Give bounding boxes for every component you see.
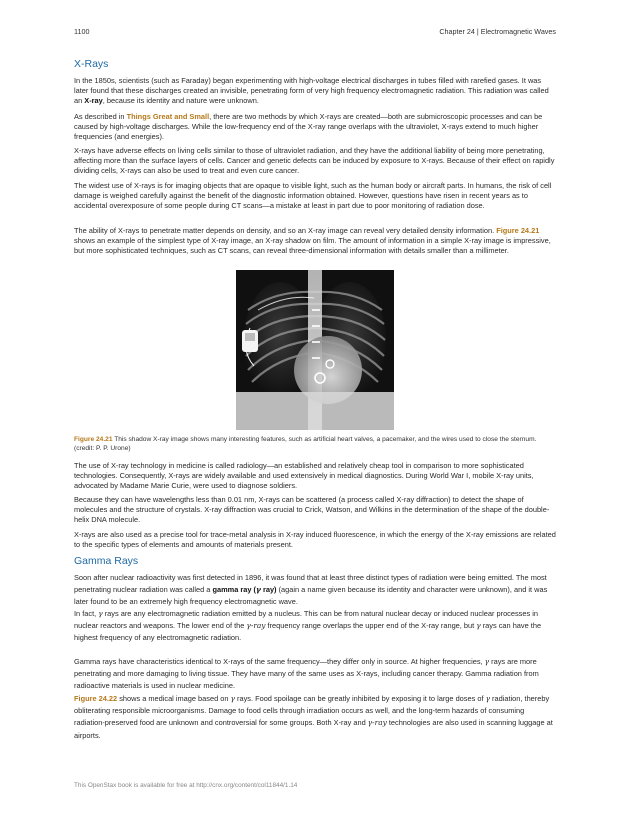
paragraph-xrays-4: The widest use of X-rays is for imaging objects that are opaque to visible light, such as the human body or aircraft parts. In humans, the risk of cell damage is weighed carefully against the benefit of the diagnostic information obtained. However, questions have risen in recent years as to accidental overexposure of some people during CT scans—a mistake at least in part due to poor monitoring of radiation dose. [74, 181, 552, 211]
paragraph-xrays-3: X-rays have adverse effects on living cells similar to those of ultraviolet radiation, and they have the additional liability of being more penetrating, affecting more than the surface layers of cells. Cancer and genetic defects can be induced by exposure to X-rays. Because of their effect on rapidly dividing cells, X-rays can also be used to treat and even cure cancer. [74, 146, 555, 176]
section-title-gamma-rays: Gamma Rays [74, 555, 139, 567]
figure-label: Figure 24.21 [74, 436, 113, 443]
paragraph-xrays-8: X-rays are also used as a precise tool for trace-metal analysis in X-ray induced fluorescence, in which the energy of the X-ray emissions are related to the specific types of elements and amounts of materials present. [74, 530, 556, 550]
xray-chest-image [236, 270, 394, 430]
paragraph-gamma-3: Gamma rays have characteristics identical to X-rays of the same frequency—they differ only in source. At higher frequencies, γ rays are more penetrating and more damaging to living tissue. They have many of the same uses as X-rays, including cancer therapy. Gamma radiation from radioactive materials is used in nuclear medicine. [74, 657, 539, 691]
page-footer: This OpenStax book is available for free at http://cnx.org/content/col11844/1.14 [74, 782, 298, 789]
paragraph-xrays-5: The ability of X-rays to penetrate matter depends on density, and so an X-ray image can reveal very detailed density information. Figure 24.21 shows an example of the simplest type of X-ray image, an X-ray shadow on film. The amount of information in a simple X-ray image is impressive, but more sophisticated techniques, such as CT scans, can reveal three-dimensional information with details smaller than a millimeter. [74, 226, 551, 256]
paragraph-xrays-6: The use of X-ray technology in medicine is called radiology—an established and relatively cheap tool in comparison to more sophisticated technologies. Consequently, X-rays are widely available and used extensively in medical diagnostics. During World War I, mobile X-ray units, advocated by Madame Marie Curie, were used to diagnose soldiers. [74, 461, 534, 491]
paragraph-gamma-4: Figure 24.22 shows a medical image based on γ rays. Food spoilage can be greatly inhibited by exposing it to large doses of γ radiation, thereby obliterating responsible microorganisms. Damage to food cells through irradiation occurs as well, and the long-term hazards of consuming radiation-preserved food are unknown and controversial for some groups. Both X-ray and γ-ray technologies are also used in scanning luggage at airports. [74, 694, 553, 740]
key-term-gamma-ray: gamma ray (γ ray) [212, 585, 277, 595]
figure-caption: Figure 24.21 This shadow X-ray image shows many interesting features, such as artificial heart valves, a pacemaker, and the wires used to close the sternum. (credit: P. P. Urone) [74, 436, 537, 452]
page-number: 1100 [74, 27, 90, 36]
paragraph-xrays-7: Because they can have wavelengths less than 0.01 nm, X-rays can be scattered (a process called X-ray diffraction) to detect the shape of molecules and the structure of crystals. X-ray diffraction was crucial to Crick, Watson, and Wilkins in the determination of the shape of the double-helix DNA molecule. [74, 495, 550, 525]
section-title-xrays: X-Rays [74, 58, 109, 70]
paragraph-xrays-2: As described in Things Great and Small, there are two methods by which X-rays are created—both are submicroscopic processes and can be caused by high-voltage discharges. While the low-frequency end of the X-ray range overlaps with the ultraviolet, X-rays extend to much higher frequencies (and energies). [74, 112, 543, 142]
xray-image-drawing [236, 270, 394, 430]
key-term-xray: X-ray [84, 96, 103, 106]
paragraph-gamma-2: In fact, γ rays are any electromagnetic radiation emitted by a nucleus. This can be from natural nuclear decay or induced nuclear processes in nuclear reactors and weapons. The lower end of the γ-ray frequency range overlaps the upper end of the X-ray range, but γ rays can have the highest frequency of any electromagnetic radiation. [74, 609, 542, 643]
page [74, 0, 556, 815]
link-figure-24-22[interactable]: Figure 24.22 [74, 694, 118, 703]
paragraph-xrays-1: In the 1850s, scientists (such as Faraday) began experimenting with high-voltage electrical discharges in tubes filled with rarefied gases. It was later found that these discharges created an invisible, penetrating form of very high frequency electromagnetic radiation. This radiation was called an X-ray, because its identity and nature were unknown. [74, 76, 549, 106]
chapter-title: Chapter 24 | Electromagnetic Waves [439, 27, 556, 36]
paragraph-gamma-1: Soon after nuclear radioactivity was first detected in 1896, it was found that at least three distinct types of radiation were being emitted. The most penetrating nuclear radiation was called a gamma ray (γ ray) (again a name given because its identity and character were unknown), and it was later found to be an extremely high frequency electromagnetic wave. [74, 573, 548, 607]
link-figure-24-21[interactable]: Figure 24.21 [496, 226, 540, 235]
link-things-great-and-small[interactable]: Things Great and Small [126, 112, 210, 121]
